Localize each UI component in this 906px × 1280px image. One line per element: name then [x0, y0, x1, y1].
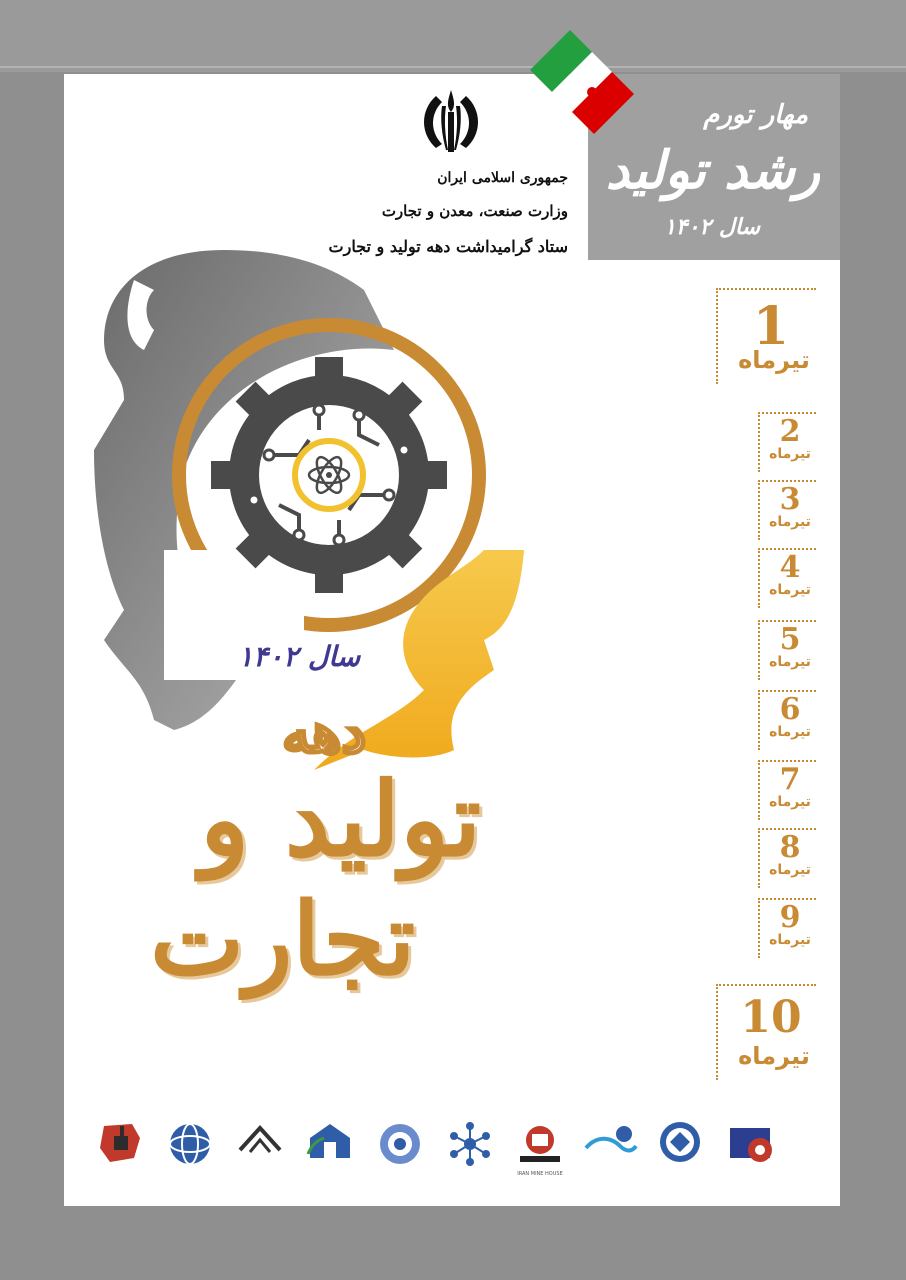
day-month: تیرماه	[769, 446, 811, 462]
title-tolid: تولید و	[200, 760, 482, 880]
day-month: تیرماه	[769, 794, 811, 810]
gear-red-logo-icon	[720, 1118, 780, 1180]
iran-map-factory-logo-icon	[90, 1118, 150, 1180]
day-month: تیرماه	[769, 654, 811, 670]
day-number: 7	[779, 762, 801, 797]
water-wave-logo-icon	[580, 1118, 640, 1180]
day-number: 4	[779, 550, 801, 585]
day-number: 10	[740, 992, 802, 1043]
day-number: 1	[752, 296, 790, 357]
sponsor-logos	[90, 1118, 810, 1188]
iran-flag-icon	[530, 20, 650, 140]
title-tejarat: تجارت	[150, 880, 416, 998]
day-month: تیرماه	[738, 346, 810, 374]
day-number: 2	[779, 414, 801, 449]
day-number: 5	[779, 622, 801, 657]
ministry-line-2: وزارت صنعت، معدن و تجارت	[381, 202, 568, 220]
day-number: 9	[779, 900, 801, 935]
day-month: تیرماه	[769, 582, 811, 598]
day-month: تیرماه	[769, 514, 811, 530]
ministry-line-1: جمهوری اسلامی ایران	[437, 170, 568, 186]
iran-emblem-icon	[412, 86, 490, 158]
molecule-logo-icon	[440, 1118, 500, 1180]
day-number: 3	[779, 482, 801, 517]
slogan-line-1: مهار تورم	[703, 100, 808, 130]
logo-caption: IRAN MINE HOUSE	[517, 1171, 563, 1177]
blue-globe-logo-icon	[370, 1118, 430, 1180]
ministry-line-3: ستاد گرامیداشت دهه تولید و تجارت	[328, 237, 568, 256]
iran-mine-house-logo-icon	[510, 1118, 570, 1180]
day-month: تیرماه	[769, 932, 811, 948]
title-dahe: دهه	[282, 700, 367, 766]
year-label: سال ۱۴۰۲	[238, 640, 361, 673]
day-month: تیرماه	[769, 862, 811, 878]
day-number: 8	[779, 830, 801, 865]
chamber-globe-logo-icon	[160, 1118, 220, 1180]
slogan-line-2: رشد تولید	[605, 140, 820, 201]
day-month: تیرماه	[769, 724, 811, 740]
day-month: تیرماه	[738, 1042, 810, 1070]
house-roof-logo-icon	[230, 1118, 290, 1180]
slogan-line-3: سال ۱۴۰۲	[663, 214, 760, 240]
day-number: 6	[779, 692, 801, 727]
building-arch-logo-icon	[300, 1118, 360, 1180]
blue-circle-logo-icon	[650, 1118, 710, 1180]
